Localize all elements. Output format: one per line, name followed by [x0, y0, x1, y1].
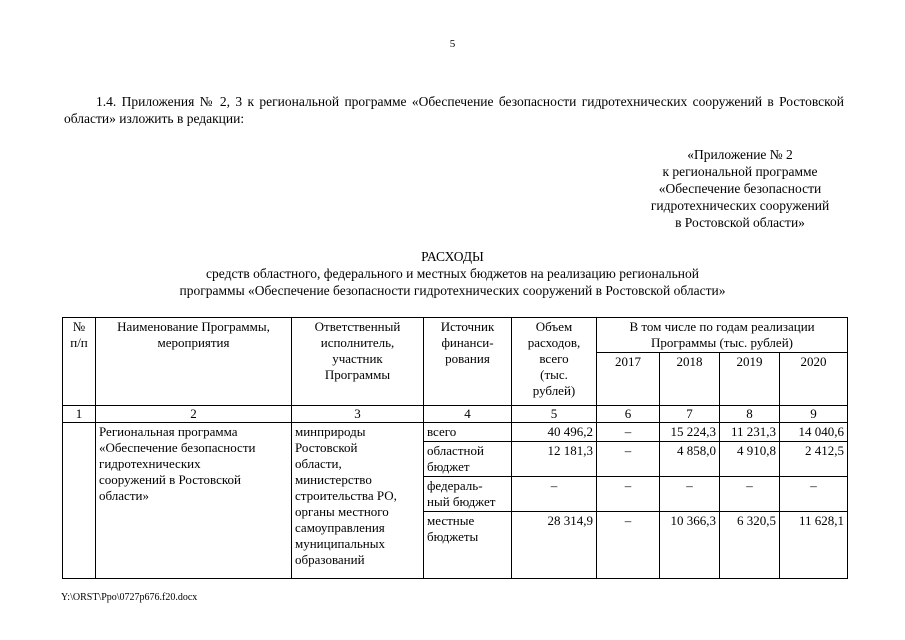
title-subtitle: программы «Обеспечение безопасности гидротехнических сооружений в Ростовской области»: [179, 283, 726, 298]
year-2017-cell: –: [597, 477, 660, 512]
year-2020-cell: 11 628,1: [780, 512, 848, 579]
year-2017-cell: –: [597, 423, 660, 442]
intro-text: 1.4. Приложения № 2, 3 к региональной программе «Обеспечение безопасности гидротехнических сооружений в Ростовской области» изложить в редакции:: [64, 94, 844, 126]
title-subtitle: средств областного, федерального и местных бюджетов на реализацию региональной: [206, 266, 699, 281]
header-year-2020: 2020: [780, 353, 848, 406]
year-2017-cell: –: [597, 512, 660, 579]
header-responsible: Ответственный исполнитель, участник Программы: [292, 318, 424, 406]
title-main: РАСХОДЫ: [421, 249, 484, 264]
header-total: Объем расходов, всего (тыс. рублей): [512, 318, 597, 406]
responsible-cell: минприроды Ростовской области, министерство строительства РО, органы местного самоуправления муниципальных образований: [292, 423, 424, 579]
annex-line: гидротехнических сооружений: [650, 198, 830, 213]
header-source: Источник финанси- рования: [424, 318, 512, 406]
year-2019-cell: –: [720, 477, 780, 512]
file-path-footer: Y:\ORST\Ppo\0727p676.f20.docx: [61, 592, 198, 603]
year-2020-cell: –: [780, 477, 848, 512]
annex-heading: [560, 146, 905, 231]
year-2020-cell: 2 412,5: [780, 442, 848, 477]
header-years-group: В том числе по годам реализации Программы (тыс. рублей): [597, 318, 848, 353]
total-cell: 12 181,3: [512, 442, 597, 477]
program-name-cell: Региональная программа «Обеспечение безопасности гидротехнических сооружений в Ростовской области»: [96, 423, 292, 579]
column-number: 2: [96, 406, 292, 423]
column-number: 5: [512, 406, 597, 423]
document-title: [0, 248, 905, 299]
year-2020-cell: 14 040,6: [780, 423, 848, 442]
total-cell: 40 496,2: [512, 423, 597, 442]
header-year-2019: 2019: [720, 353, 780, 406]
total-cell: 28 314,9: [512, 512, 597, 579]
year-2018-cell: 15 224,3: [660, 423, 720, 442]
year-2019-cell: 11 231,3: [720, 423, 780, 442]
column-number: 8: [720, 406, 780, 423]
row-number-cell: [63, 423, 96, 579]
annex-line: в Ростовской области»: [675, 215, 805, 230]
year-2018-cell: 4 858,0: [660, 442, 720, 477]
header-name: Наименование Программы, мероприятия: [96, 318, 292, 406]
column-number: 9: [780, 406, 848, 423]
source-cell: федераль- ный бюджет: [424, 477, 512, 512]
year-2019-cell: 6 320,5: [720, 512, 780, 579]
header-year-2017: 2017: [597, 353, 660, 406]
column-number: 6: [597, 406, 660, 423]
page-number: 5: [449, 38, 456, 50]
header-num: № п/п: [63, 318, 96, 406]
source-cell: местные бюджеты: [424, 512, 512, 579]
year-2018-cell: –: [660, 477, 720, 512]
header-year-2018: 2018: [660, 353, 720, 406]
column-number: 1: [63, 406, 96, 423]
source-cell: всего: [424, 423, 512, 442]
annex-line: «Приложение № 2: [687, 147, 793, 162]
year-2017-cell: –: [597, 442, 660, 477]
intro-paragraph: [64, 93, 844, 127]
annex-line: «Обеспечение безопасности: [658, 181, 822, 196]
annex-line: к региональной программе: [662, 164, 818, 179]
column-number-row: [63, 406, 848, 423]
header-row: [63, 318, 848, 353]
column-number: 3: [292, 406, 424, 423]
source-cell: областной бюджет: [424, 442, 512, 477]
expenses-table: [62, 317, 848, 579]
column-number: 4: [424, 406, 512, 423]
year-2018-cell: 10 366,3: [660, 512, 720, 579]
table-row: [63, 423, 848, 442]
total-cell: –: [512, 477, 597, 512]
year-2019-cell: 4 910,8: [720, 442, 780, 477]
column-number: 7: [660, 406, 720, 423]
